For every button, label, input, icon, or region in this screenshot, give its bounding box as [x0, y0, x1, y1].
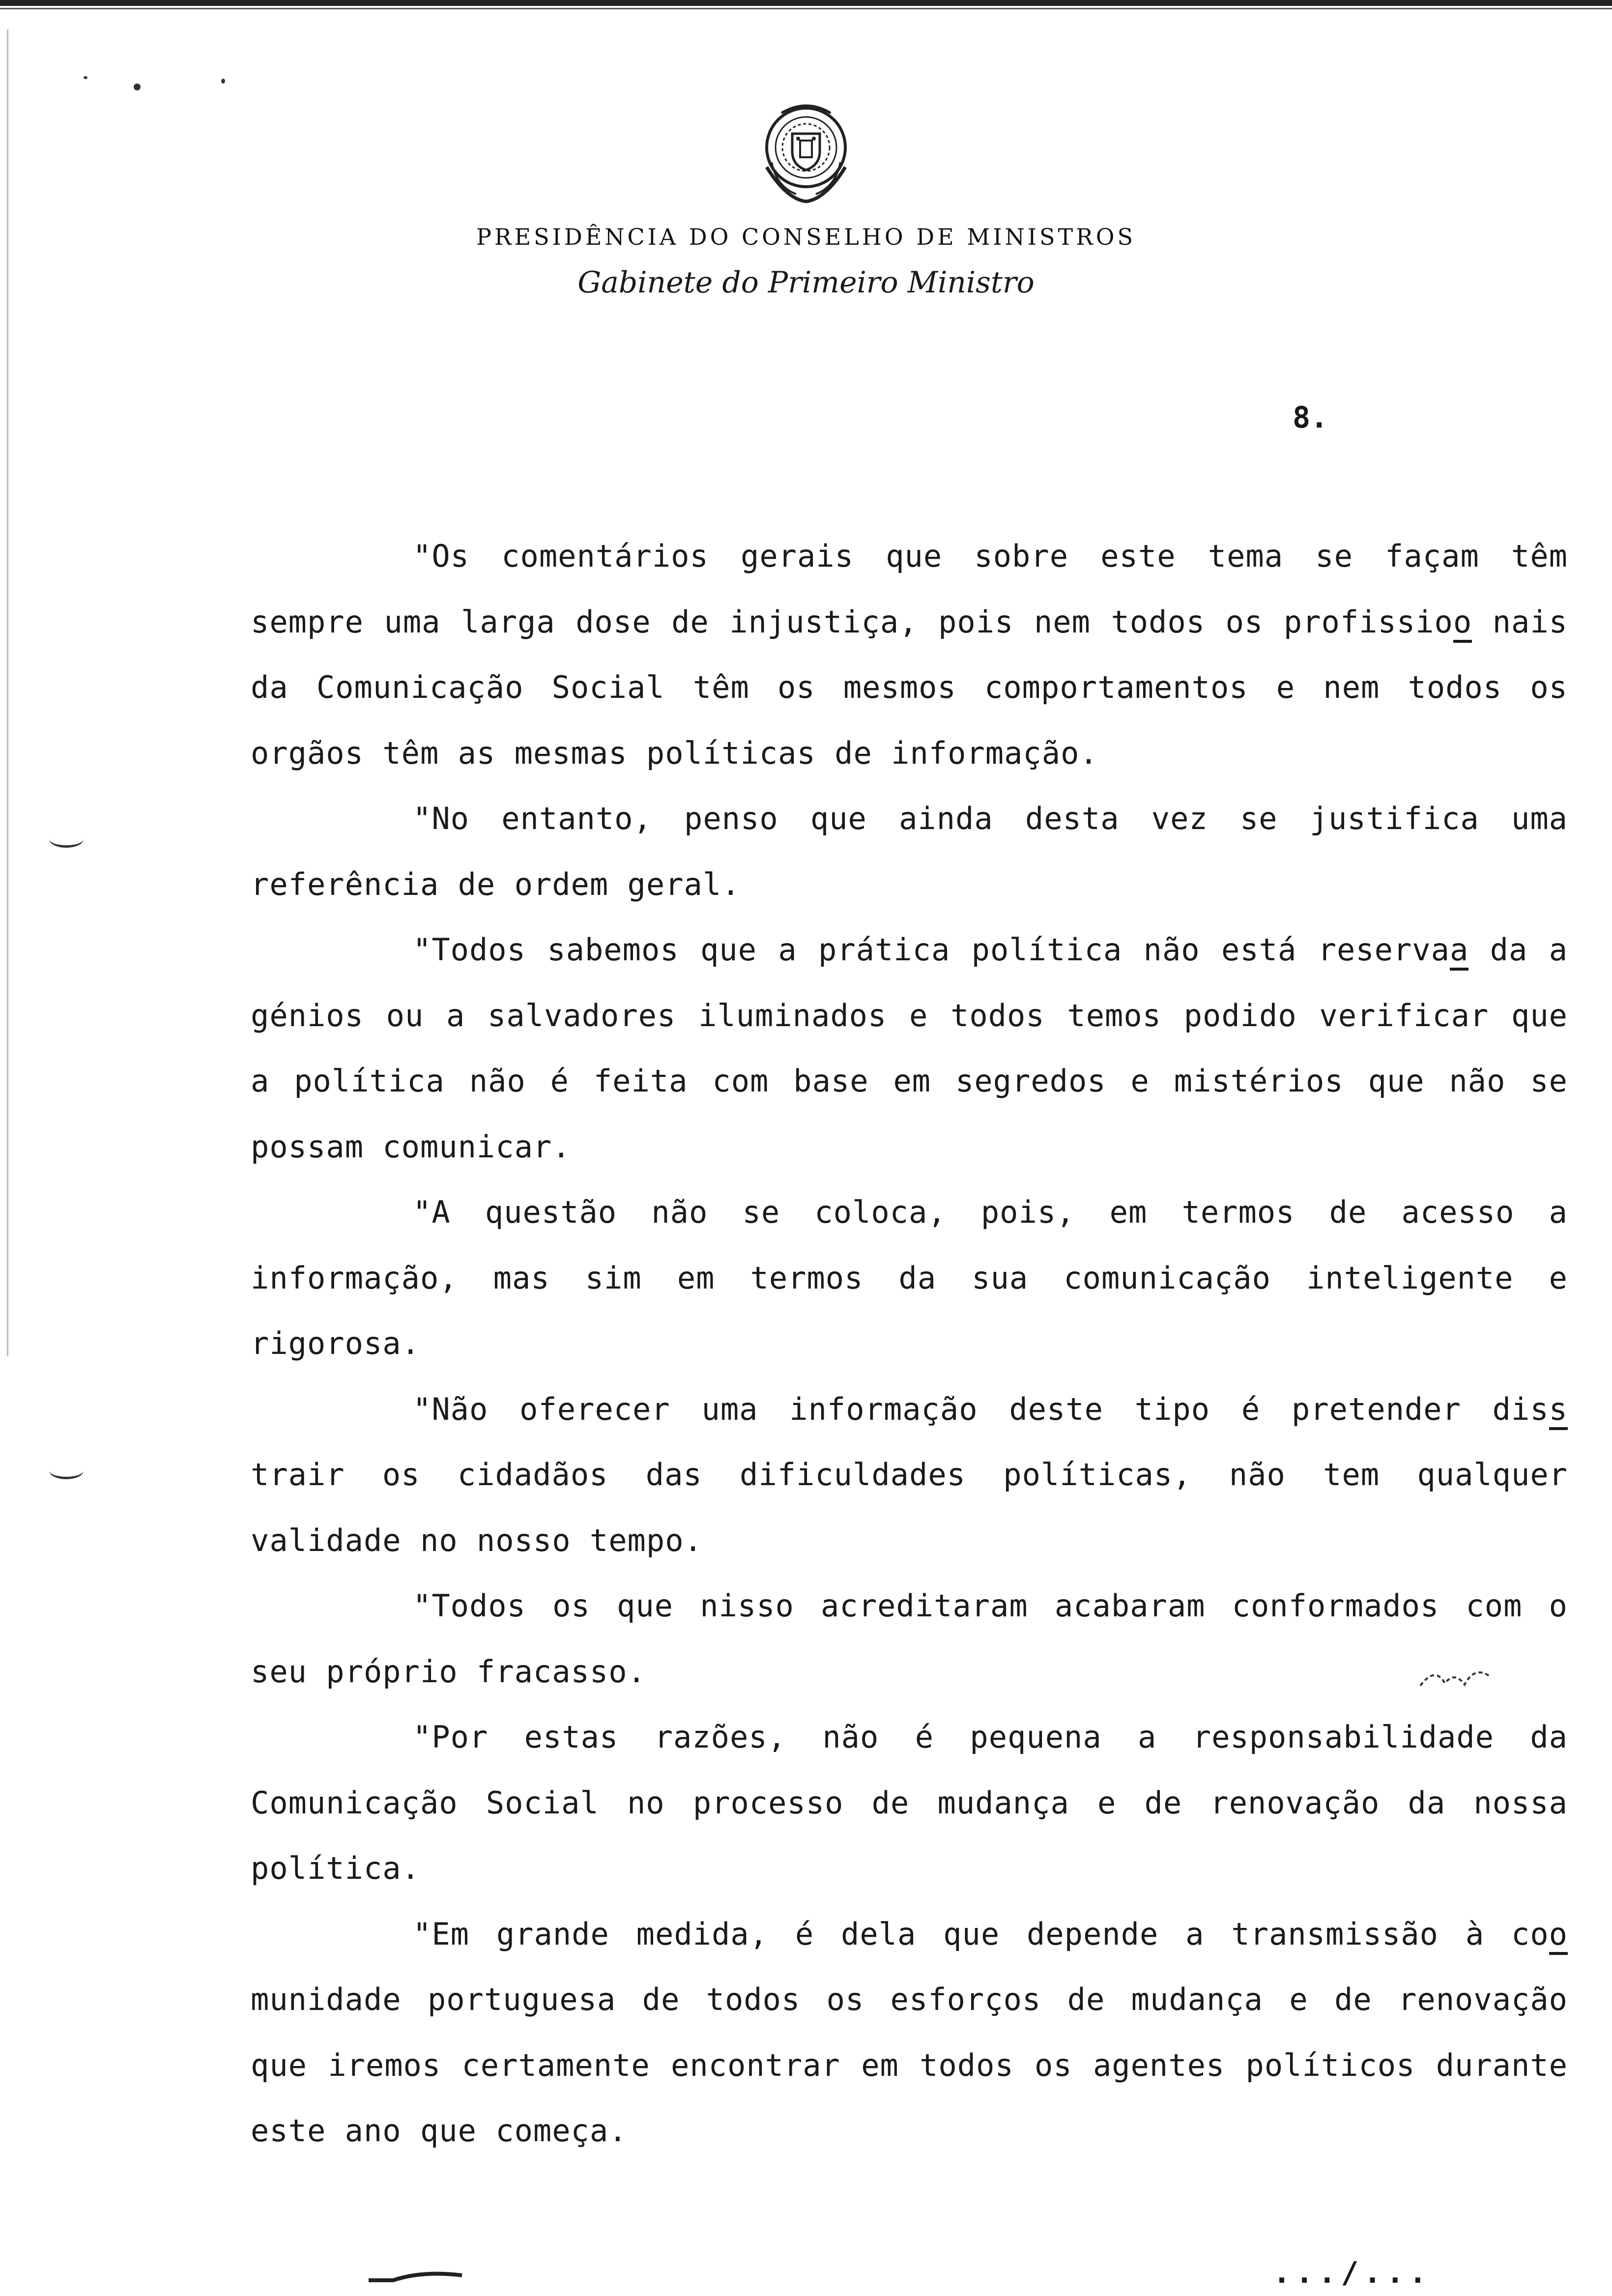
- paragraph: [251, 523, 1568, 786]
- paragraph-text-continued: munidade portuguesa de todos os esforços de mudança e de renovação que iremos certamente encontrar em todos os agentes políticos durante este ano que começa.: [251, 1981, 1568, 2149]
- paragraph-text: "Todos os que nisso acreditaram acabaram conformados com o seu próprio fracasso.: [251, 1588, 1568, 1690]
- paragraph: [251, 1179, 1568, 1377]
- paragraph: [251, 1704, 1568, 1901]
- footer-scribble: [364, 2261, 482, 2290]
- paragraph-text: "Todos sabemos que a prática política não está reserva: [413, 932, 1450, 968]
- paragraph: [251, 786, 1568, 917]
- paragraph-text: "No entanto, penso que ainda desta vez se justifica uma referência de ordem geral.: [251, 801, 1568, 902]
- scan-speck: [221, 79, 225, 84]
- paragraph-text-continued: nais da Comunicação Social têm os mesmos comportamentos e nem todos os orgãos têm as mesmas políticas de informação.: [251, 603, 1568, 771]
- underlined-hyphen-letter: o: [1549, 1916, 1568, 1955]
- paragraph-text-continued: trair os cidadãos das dificuldades políticas, não tem qualquer validade no nosso tempo.: [251, 1457, 1568, 1558]
- paragraph-text: "Não oferecer uma informação deste tipo é pretender dis: [413, 1391, 1549, 1427]
- scan-speck: [134, 84, 141, 90]
- letterhead-cabinet: Gabinete do Primeiro Ministro: [577, 265, 1035, 300]
- paragraph-text: "Os comentários gerais que sobre este tema se façam têm sempre uma larga dose de injustiça, pois nem todos os profissio: [251, 538, 1568, 640]
- margin-scribble: [1415, 1656, 1504, 1695]
- paragraph-text-continued: da a génios ou a salvadores iluminados e todos temos podido verificar que a política não é feita com base em segredos e mistérios que não se possam comunicar.: [251, 932, 1568, 1165]
- binder-hole-mark: [49, 831, 84, 848]
- underlined-hyphen-letter: o: [1453, 604, 1472, 643]
- binder-hole-mark: [49, 1462, 84, 1479]
- underlined-hyphen-letter: a: [1450, 932, 1468, 971]
- paragraph: [251, 1573, 1568, 1704]
- paragraph: [251, 1901, 1568, 2164]
- underlined-hyphen-letter: s: [1549, 1391, 1568, 1430]
- paragraph-text: "Por estas razões, não é pequena a responsabilidade da Comunicação Social no processo de mudança e de renovação da nossa política.: [251, 1719, 1568, 1886]
- paragraph-text: "A questão não se coloca, pois, em termos de acesso a informação, mas sim em termos da sua comunicação inteligente e rigorosa.: [251, 1194, 1568, 1361]
- left-scan-edge: [7, 29, 8, 1356]
- speech-body: [251, 523, 1568, 2164]
- continuation-mark: .../...: [1273, 2256, 1432, 2290]
- paragraph: [251, 1377, 1568, 1574]
- page-number: 8.: [1293, 401, 1328, 435]
- top-scan-rule: [0, 0, 1612, 6]
- top-scan-rule-thin: [0, 8, 1612, 9]
- letterhead-institution: PRESIDÊNCIA DO CONSELHO DE MINISTROS: [476, 224, 1136, 250]
- paragraph-text: "Em grande medida, é dela que depende a transmissão à co: [413, 1916, 1549, 1952]
- coat-of-arms-emblem: [747, 93, 865, 211]
- paragraph: [251, 917, 1568, 1179]
- scan-speck: [84, 76, 87, 79]
